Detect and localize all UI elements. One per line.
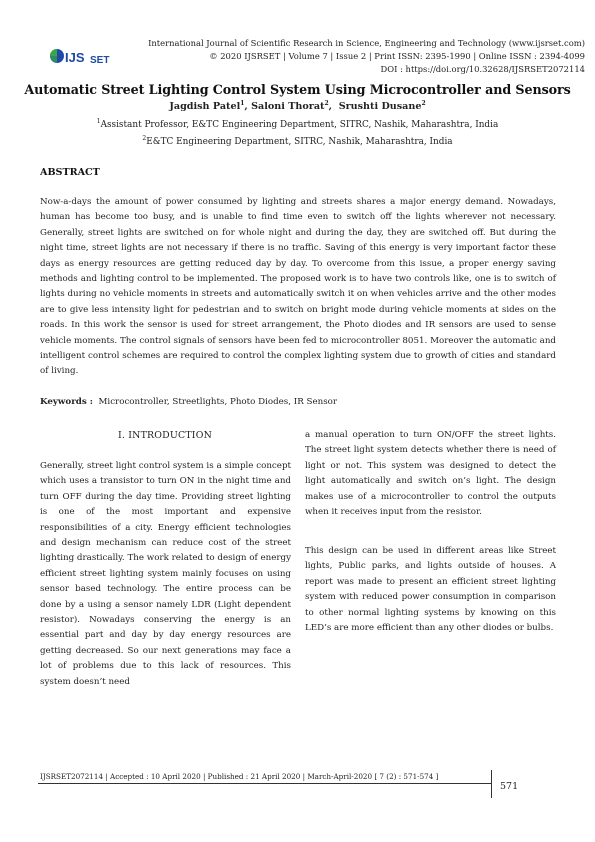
footer-citation: IJSRSET2072114 | Accepted : 10 April 2020 | Published : 21 April 2020 | March-April-2020 [ 7 (2) : 571-574 ] bbox=[40, 772, 439, 781]
affiliation bbox=[0, 120, 595, 130]
intro-right-paragraph-1: a manual operation to turn ON/OFF the street lights. The street light system detects whether there is need of light or not. This system was designed to detect the light automatically and switch on’s light. The design makes use of a microcontroller to control the outputs when it receives input from the resistor. bbox=[305, 430, 556, 518]
introduction-heading: I. INTRODUCTION bbox=[118, 430, 213, 441]
issn-line: © 2020 IJSRSET | Volume 7 | Issue 2 | Print ISSN: 2395-1990 | Online ISSN : 2394-4099 bbox=[209, 51, 585, 61]
page-number: 571 bbox=[500, 781, 519, 792]
author-list: Jagdish Patel$^1$, Saloni Thorat$^2$, Srushti Dusane$^2$ bbox=[169, 99, 426, 112]
author-sup: 1 bbox=[240, 99, 245, 107]
logo-text-left: IJS bbox=[65, 50, 85, 65]
footer-rule bbox=[38, 783, 491, 784]
author-name: Saloni Thorat bbox=[251, 101, 325, 112]
affiliation-sup: 2 bbox=[142, 135, 147, 143]
keywords-text: Microcontroller, Streetlights, Photo Diodes, IR Sensor bbox=[98, 397, 338, 407]
journal-name: International Journal of Scientific Research in Science, Engineering and Technology (www.ijsrset.com) bbox=[148, 38, 585, 48]
intro-right-paragraph-2: This design can be used in different areas like Street lights, Public parks, and lights outside of houses. A report was made to present an efficient street lighting system with reduced power consumption in comparison to other normal lighting systems by knowing on this LED’s are more efficient than any other diodes or bulbs. bbox=[305, 546, 556, 634]
author-sup: 2 bbox=[324, 99, 329, 107]
author-name: Jagdish Patel bbox=[169, 101, 241, 112]
author-sup: 2 bbox=[421, 99, 426, 107]
affiliation-text: E&TC Engineering Department, SITRC, Nashik, Maharashtra, India bbox=[146, 137, 453, 147]
affiliation-text: Assistant Professor, E&TC Engineering Department, SITRC, Nashik, Maharashtra, India bbox=[100, 120, 499, 130]
abstract-text: Now-a-days the amount of power consumed by lighting and streets shares a major energy demand. Nowadays, human has become too busy, and is unable to find time even to switch off the lights wherever not necessary. Generally, street lights are switched on for whole night and during the day, they are switched off. But during the night time, street lights are not necessary if there is no traffic. Saving of this energy is very important factor these days as energy resources are getting reduced day by day. To overcome from this issue, a proper energy saving methods and lighting control to be implemented. The proposed work is to have two controls like, one is to switch of lights during no vehicle moments in streets and automatically switch it on when vehicles arrive and the other modes are to give less intensity light for pedestrian and to switch on bright mode during vehicle moments at sides on the roads. In this work the sensor is used for street arrangement, the Photo diodes and IR sensors are used to sense vehicle moments. The control signals of sensors have been fed to microcontroller 8051. Moreover the automatic and intelligent control schemes are required to control the complex lighting system due to growth of cities and standard of living. bbox=[40, 197, 556, 377]
logo-text-right: SET bbox=[90, 55, 110, 66]
page-number-divider bbox=[491, 770, 492, 798]
doi-line: DOI : https://doi.org/10.32628/IJSRSET2072114 bbox=[380, 64, 585, 74]
keywords bbox=[40, 397, 337, 407]
paper-title: Automatic Street Lighting Control System Using Microcontroller and Sensors bbox=[24, 82, 571, 97]
keywords-label: Keywords : bbox=[40, 397, 93, 407]
author-name: Srushti Dusane bbox=[338, 101, 422, 112]
affiliation bbox=[0, 137, 595, 147]
abstract-heading: ABSTRACT bbox=[40, 167, 100, 178]
intro-left-column: Generally, street light control system is a simple concept which uses a transistor to turn ON in the night time and turn OFF during the day time. Providing street lighting is one of the most important and expensive responsibilities of a city. Energy efficient technologies and design mechanism can reduce cost of the street lighting drastically. The work related to design of energy efficient street lighting system mainly focuses on using sensor based technology. The entire process can be done by a using a sensor namely LDR (Light dependent resistor). Nowadays conserving the energy is an essential part and day by day energy resources are getting decreased. So our next generations may face a lot of problems due to this lack of resources. This system doesn’t need bbox=[40, 461, 291, 687]
affiliation-sup: 1 bbox=[96, 118, 101, 126]
journal-logo bbox=[47, 40, 122, 74]
